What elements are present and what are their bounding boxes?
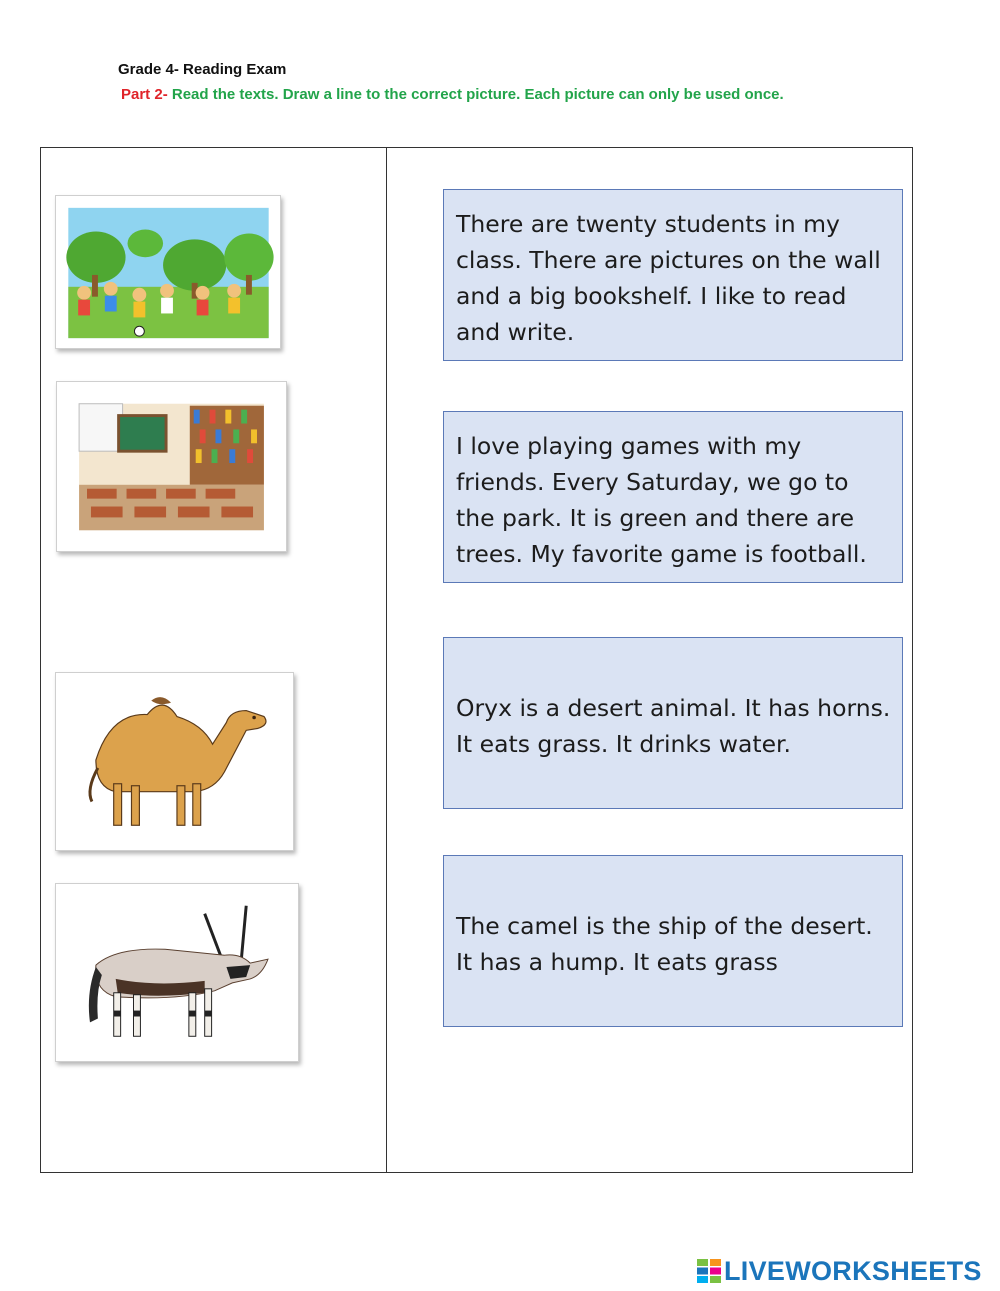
- oryx-image: [56, 884, 298, 1061]
- text-box-3-content: Oryx is a desert animal. It has horns. It eats grass. It drinks water.: [456, 694, 891, 758]
- camel-image: [56, 673, 293, 850]
- liveworksheets-logo[interactable]: [697, 1254, 982, 1288]
- instruction-text: Read the texts. Draw a line to the correct picture. Each picture can only be used once.: [167, 86, 784, 103]
- text-box-3[interactable]: [443, 637, 903, 809]
- classroom-picture[interactable]: [56, 381, 287, 552]
- liveworksheets-icon: [697, 1259, 721, 1283]
- camel-picture[interactable]: [55, 672, 294, 851]
- brand-name: LIVEWORKSHEETS: [724, 1255, 982, 1286]
- text-box-2-content: I love playing games with my friends. Every Saturday, we go to the park. It is green and there are trees. My favorite game is football.: [456, 432, 867, 568]
- text-box-4-content: The camel is the ship of the desert. It has a hump. It eats grass: [456, 912, 873, 976]
- classroom-image: [57, 382, 286, 551]
- text-box-2[interactable]: [443, 411, 903, 583]
- exam-title: Grade 4- Reading Exam: [118, 61, 287, 78]
- park-scene-image: [56, 196, 280, 348]
- text-box-4[interactable]: [443, 855, 903, 1027]
- instruction-line: [121, 86, 784, 103]
- text-box-1[interactable]: [443, 189, 903, 361]
- text-box-1-content: There are twenty students in my class. There are pictures on the wall and a big bookshelf. I like to read and write.: [456, 210, 881, 346]
- part-label: Part 2-: [121, 86, 168, 103]
- kids-playing-football-picture[interactable]: [55, 195, 281, 349]
- oryx-picture[interactable]: [55, 883, 299, 1062]
- column-divider: [386, 147, 387, 1173]
